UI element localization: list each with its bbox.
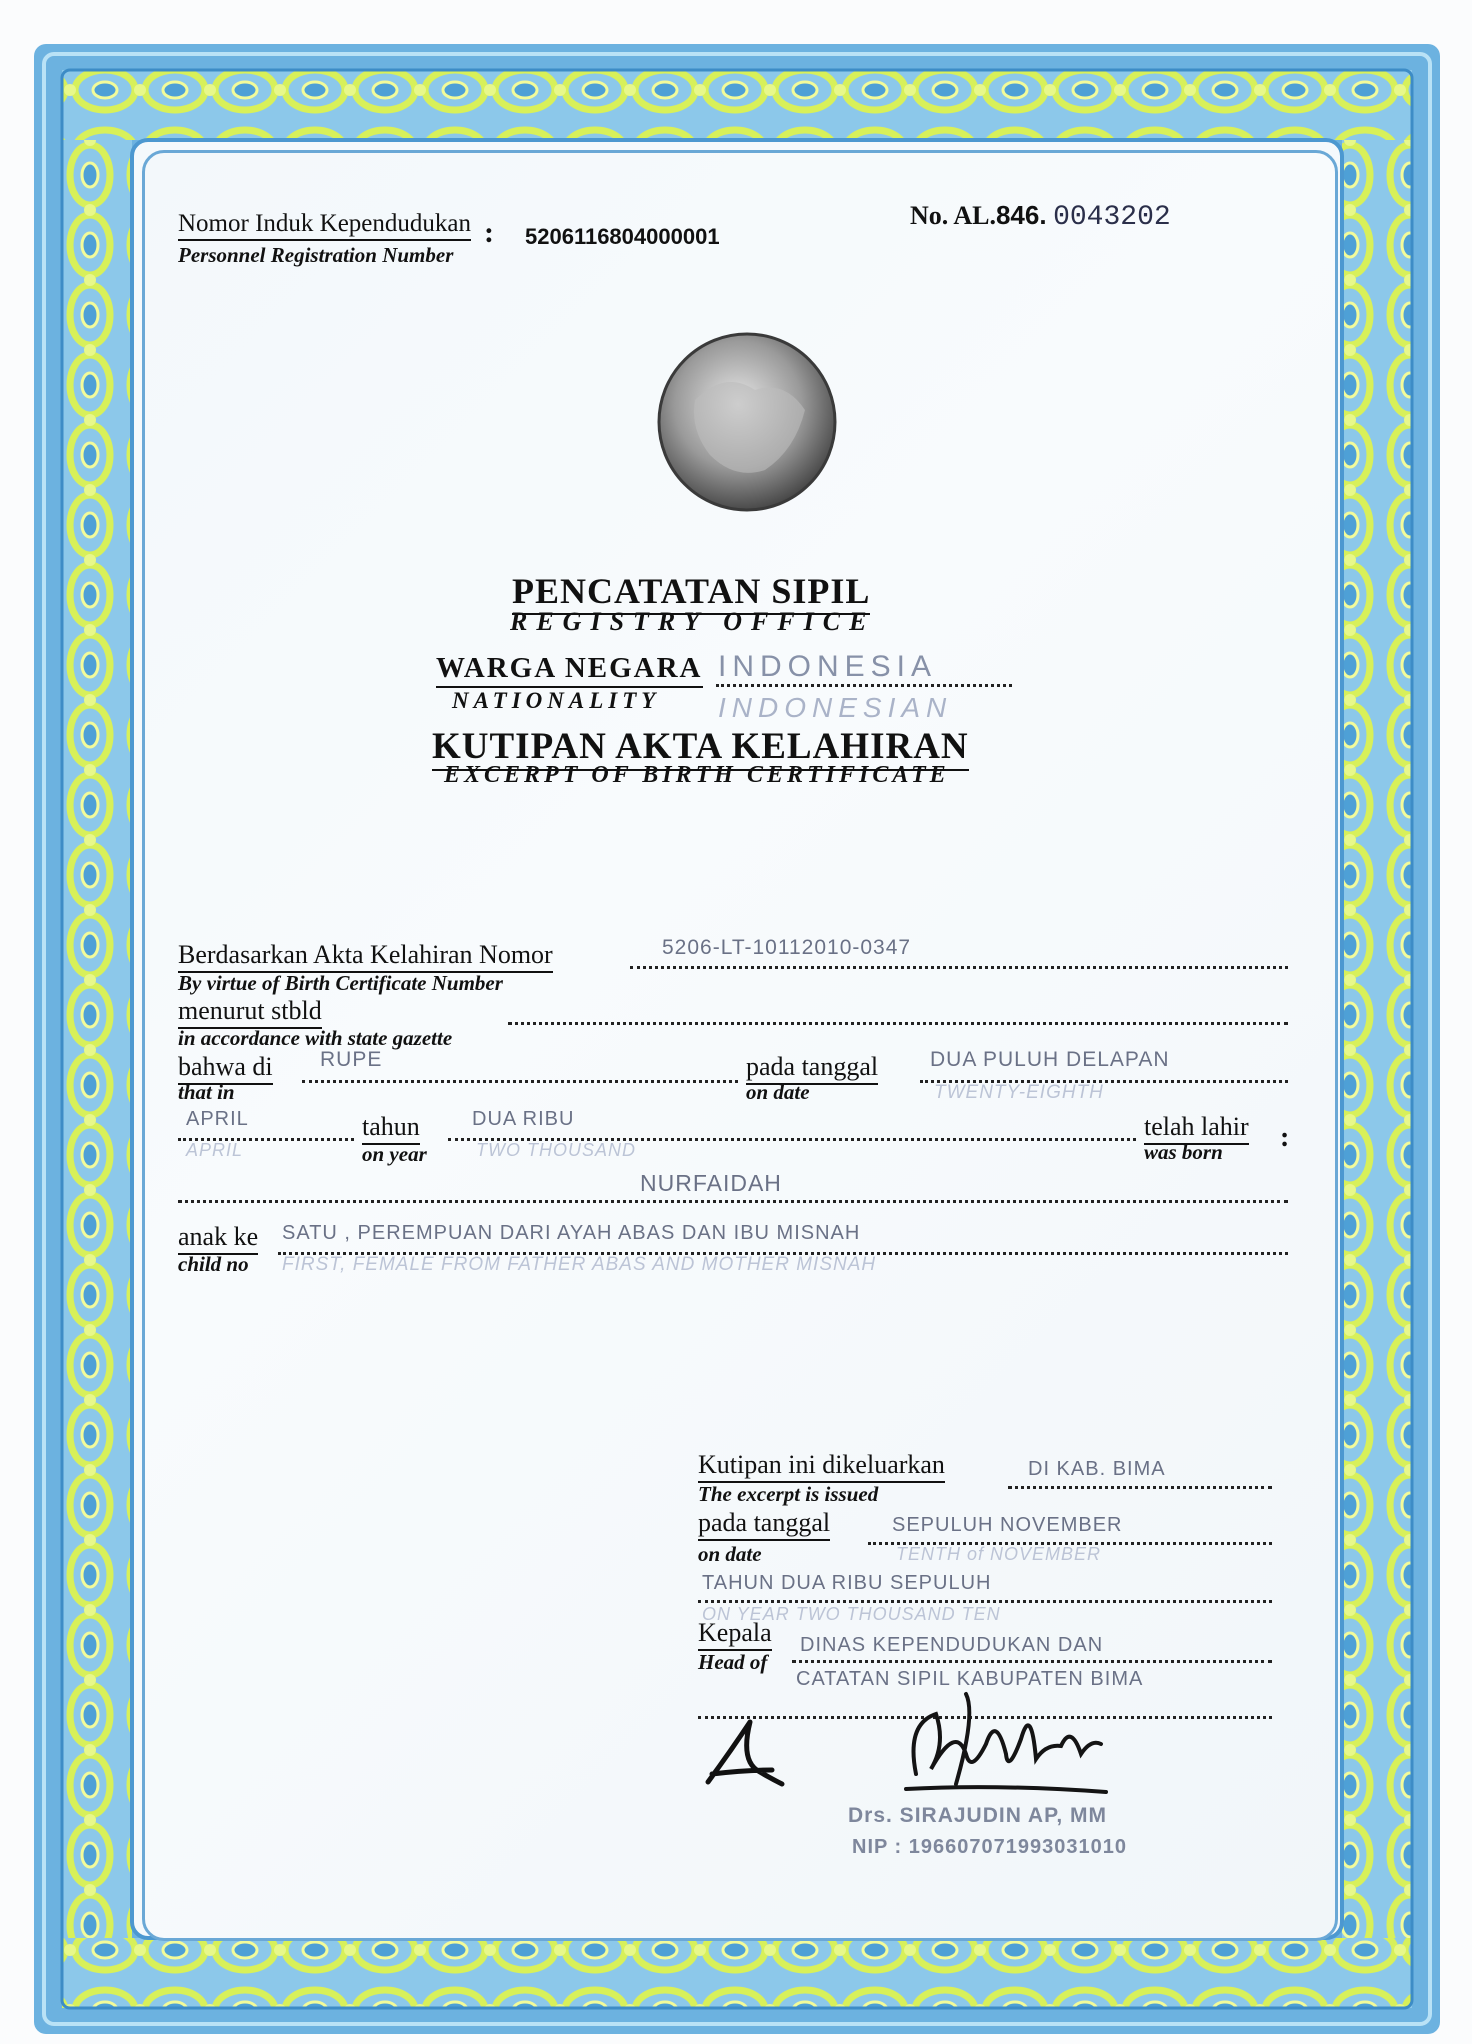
head-label-en: Head of (698, 1650, 768, 1674)
nationality-value-en: INDONESIAN (718, 692, 953, 723)
act-number-label: Berdasarkan Akta Kelahiran Nomor (178, 940, 553, 973)
act-number-dotted-line (630, 966, 1288, 969)
act-number-label-en: By virtue of Birth Certificate Number (178, 971, 503, 995)
issued-place-value: DI KAB. BIMA (1028, 1458, 1166, 1480)
nik-value: 5206116804000001 (525, 224, 720, 249)
issued-label: Kutipan ini dikeluarkan (698, 1450, 945, 1483)
birth-year-label-en: on year (362, 1142, 427, 1166)
issue-date-label: pada tanggal (698, 1508, 830, 1541)
birth-month-value: APRIL (186, 1108, 249, 1130)
issue-date-label-en: on date (698, 1542, 762, 1566)
document-title: KUTIPAN AKTA KELAHIRAN (432, 725, 969, 771)
child-order-value: SATU , PEREMPUAN DARI AYAH ABAS DAN IBU MISNAH (282, 1222, 861, 1244)
document-title-en: EXCERPT OF BIRTH CERTIFICATE (444, 762, 950, 788)
head-office-value-1: DINAS KEPENDUDUKAN DAN (800, 1634, 1104, 1656)
nationality-value: INDONESIA (718, 650, 938, 683)
born-colon: : (1280, 1122, 1290, 1153)
child-order-label-en: child no (178, 1252, 249, 1276)
issue-year-value: TAHUN DUA RIBU SEPULUH (702, 1572, 992, 1594)
birth-year-label: tahun (362, 1112, 420, 1145)
birth-year-value-en: TWO THOUSAND (476, 1140, 636, 1160)
birth-year-value: DUA RIBU (472, 1108, 575, 1130)
official-name: Drs. SIRAJUDIN AP, MM (848, 1804, 1108, 1827)
garuda-emblem-seal (655, 330, 840, 515)
child-order-label: anak ke (178, 1222, 258, 1255)
certificate-number (910, 200, 1171, 233)
official-signature (896, 1684, 1126, 1804)
cert-no-series: 846. (995, 200, 1047, 230)
nationality-label: WARGA NEGARA (436, 652, 703, 688)
place-label: bahwa di (178, 1052, 273, 1085)
child-name-value: NURFAIDAH (640, 1170, 782, 1196)
cert-no-prefix: No. AL. (910, 201, 996, 230)
born-label: telah lahir (1144, 1112, 1249, 1145)
issue-year-dotted-line (698, 1600, 1272, 1603)
nationality-dotted-line (716, 684, 1012, 687)
issue-date-value-en: TENTH of NOVEMBER (896, 1544, 1102, 1564)
initial-paraf (700, 1712, 790, 1792)
issue-year-value-en: ON YEAR TWO THOUSAND TEN (702, 1604, 1001, 1624)
stbld-dotted-line (508, 1022, 1288, 1025)
nationality-label-en: NATIONALITY (452, 688, 661, 713)
child-order-value-en: FIRST, FEMALE FROM FATHER ABAS AND MOTHER MISNAH (282, 1254, 877, 1275)
birth-month-value-en: APRIL (186, 1140, 244, 1160)
cert-no-value: 0043202 (1053, 202, 1171, 233)
birth-date-value-en: TWENTY-EIGHTH (934, 1082, 1104, 1103)
office-title: PENCATATAN SIPIL (512, 570, 870, 615)
place-value: RUPE (320, 1048, 383, 1071)
birth-date-label: pada tanggal (746, 1052, 878, 1085)
office-title-en: REGISTRY OFFICE (510, 607, 876, 636)
head-label: Kepala (698, 1618, 772, 1651)
stbld-label: menurut stbld (178, 996, 322, 1029)
nik-label: Nomor Induk Kependudukan (178, 210, 471, 241)
birth-date-value: DUA PULUH DELAPAN (930, 1048, 1170, 1071)
place-label-en: that in (178, 1080, 235, 1104)
child-name-dotted-line (178, 1200, 1288, 1203)
stbld-label-en: in accordance with state gazette (178, 1026, 453, 1050)
issued-label-en: The excerpt is issued (698, 1482, 879, 1506)
official-nip: NIP : 196607071993031010 (852, 1836, 1127, 1858)
issue-date-value: SEPULUH NOVEMBER (892, 1514, 1123, 1536)
act-number-value: 5206-LT-10112010-0347 (662, 936, 912, 959)
head-office-value-2: CATATAN SIPIL KABUPATEN BIMA (796, 1668, 1144, 1690)
issued-place-dotted-line (1008, 1486, 1272, 1489)
birth-date-label-en: on date (746, 1080, 810, 1104)
nik-label-en: Personnel Registration Number (178, 243, 454, 267)
born-label-en: was born (1144, 1140, 1223, 1164)
place-dotted-line (302, 1080, 738, 1083)
head-office-dotted-line-1 (792, 1660, 1272, 1663)
nik-colon: : (484, 216, 494, 249)
